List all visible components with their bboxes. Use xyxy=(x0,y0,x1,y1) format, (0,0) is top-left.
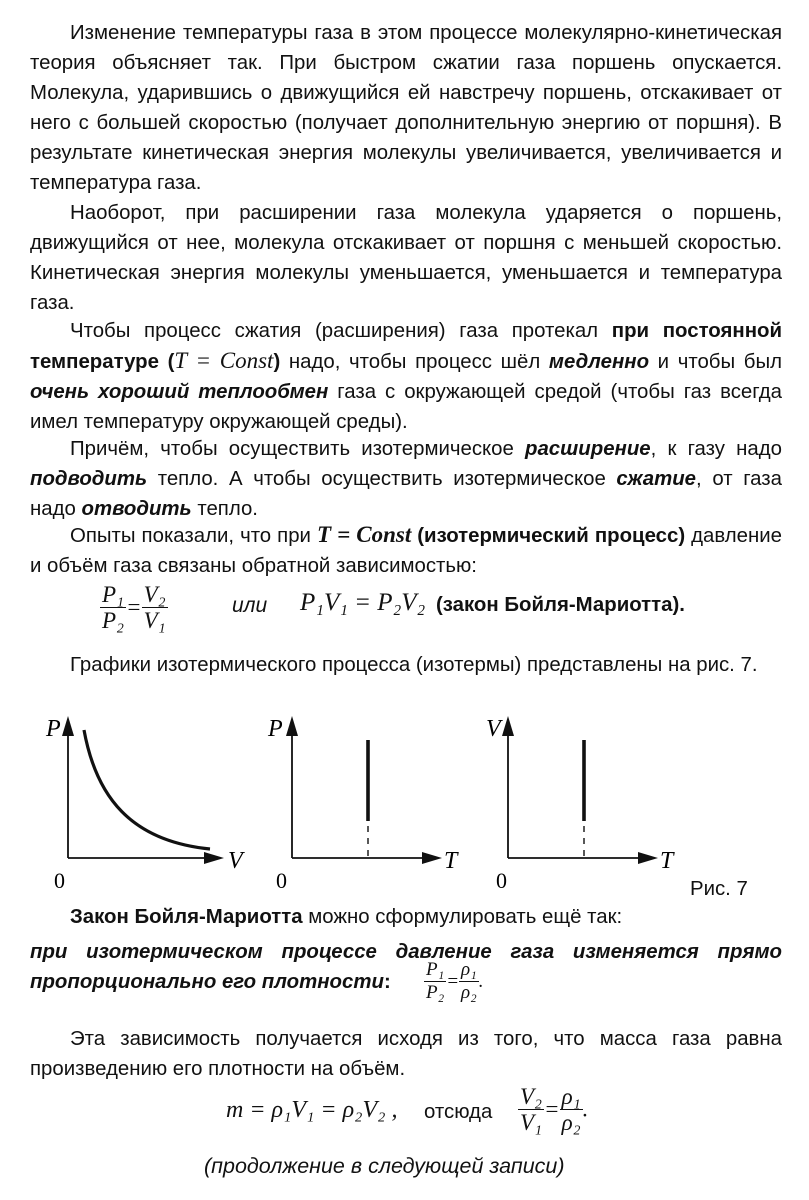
denominator: ρ₂ xyxy=(561,1110,581,1136)
numerator: ρ₁ xyxy=(461,959,477,980)
boyle-fraction-formula xyxy=(100,582,168,635)
x-axis-arrow xyxy=(638,852,658,864)
period: . xyxy=(478,970,484,992)
volume-density-fraction xyxy=(518,1084,588,1137)
text-run: тепло. А чтобы осуществить изотермическое xyxy=(147,468,617,490)
x-axis-arrow xyxy=(422,852,442,864)
boyle-product-formula: P₁V₁ = P₂V₂ xyxy=(300,589,426,616)
bold-italic-text: отводить xyxy=(81,498,192,520)
numerator: P₁ xyxy=(102,582,125,607)
bold-text: ) xyxy=(273,351,281,373)
mass-formula: m = ρ₁V₁ = ρ₂V₂ , xyxy=(226,1097,398,1123)
denominator: V₁ xyxy=(520,1110,543,1136)
graph-p-v xyxy=(40,706,260,896)
paragraph-isothermal-condition xyxy=(30,316,782,437)
equals-sign: = xyxy=(446,970,460,992)
fraction-rho xyxy=(560,1084,583,1137)
equals-sign: = xyxy=(544,1096,560,1122)
figure-caption: Рис. 7 xyxy=(690,878,748,900)
y-axis-arrow xyxy=(286,716,298,736)
paragraph-kinetic-explanation: Изменение температуры газа в этом процессе молекулярно-кинетическая теория объясняет так. При быстром сжатии газа поршень опускается. Молекула, ударившись о движущийся ей навстречу поршень, отскакивает от него с большей скоростью (получает дополнительную энергию от поршня). В результате кинетическая энергия молекулы увеличивается, увеличивается и температура газа. xyxy=(30,22,782,194)
bold-italic-text: расширение xyxy=(525,438,651,460)
bold-italic-text: сжатие xyxy=(616,468,697,490)
fraction-p xyxy=(100,582,126,635)
y-axis-arrow xyxy=(502,716,514,736)
text-run: и чтобы был xyxy=(649,351,783,373)
formula-t-const: T = Const xyxy=(316,522,412,547)
boyle-alt-intro xyxy=(70,906,622,929)
text-run: давление и объём газа связаны обратной зависимостью: xyxy=(30,525,782,577)
text-run: Причём, чтобы осуществить изотермическое xyxy=(70,438,526,460)
origin-label: 0 xyxy=(496,868,507,893)
graph-p-t xyxy=(264,706,484,896)
y-axis-label: V xyxy=(486,716,501,742)
hence-word: отсюда xyxy=(424,1101,493,1123)
text-run: надо, чтобы процесс шёл xyxy=(280,351,549,373)
denominator: P₂ xyxy=(426,981,445,1003)
bold-italic-text: очень хороший теплообмен xyxy=(30,381,329,403)
paragraph-experiments xyxy=(30,520,782,581)
isotherm-hyperbola xyxy=(84,730,210,849)
y-axis-arrow xyxy=(62,716,74,736)
bold-italic-text: медленно xyxy=(548,351,650,373)
bold-italic-text: подводить xyxy=(30,468,148,490)
text-run: Опыты показали, что при xyxy=(70,525,317,547)
text-run: тепло. xyxy=(191,498,258,520)
boyle-density-statement xyxy=(30,937,782,997)
origin-label: 0 xyxy=(276,868,287,893)
equals-sign: = xyxy=(126,594,142,620)
bold-text: Закон Бойля-Мариотта xyxy=(70,906,303,928)
x-axis-label: T xyxy=(444,848,458,874)
paragraph-mass-density: Эта зависимость получается исходя из того, что масса газа равна произведению его плотности на объём. xyxy=(30,1028,782,1080)
bold-italic-text: при изотермическом процессе давление газа изменяется прямо пропорционально его плотности xyxy=(30,941,782,993)
x-axis-label: V xyxy=(228,848,243,874)
bold-text: (изотермический процесс) xyxy=(411,525,686,547)
denominator: ρ₂ xyxy=(461,981,477,1003)
fraction-v xyxy=(518,1084,544,1137)
origin-label: 0 xyxy=(54,868,65,893)
numerator: V₂ xyxy=(143,582,166,607)
denominator: V₁ xyxy=(143,608,166,634)
text-run: можно сформулировать ещё так: xyxy=(302,906,623,928)
x-axis-arrow xyxy=(204,852,224,864)
y-axis-label: P xyxy=(46,716,61,742)
fraction-p xyxy=(424,960,446,1004)
bold-text: : xyxy=(383,971,391,993)
text-run: Чтобы процесс сжатия (расширения) газа протекал xyxy=(70,320,612,342)
y-axis-label: P xyxy=(268,716,283,742)
text-run: газа с окружающей средой (чтобы газ всегда имел температуру окружающей среды). xyxy=(30,381,783,433)
numerator: P₁ xyxy=(426,959,445,980)
numerator: V₂ xyxy=(520,1084,543,1109)
paragraph-graphs: Графики изотермического процесса (изотермы) представлены на рис. 7. xyxy=(70,654,758,676)
text-run: , от газа надо xyxy=(30,468,782,520)
denominator: P₂ xyxy=(102,608,125,634)
text-run: , к газу надо xyxy=(650,438,782,460)
numerator: ρ₁ xyxy=(561,1084,581,1109)
x-axis-label: T xyxy=(660,848,674,874)
fraction-v xyxy=(142,582,168,635)
period: . xyxy=(582,1096,589,1122)
fraction-rho xyxy=(459,960,479,1004)
continuation-note: (продолжение в следующей записи) xyxy=(204,1154,565,1178)
graph-v-t xyxy=(480,706,700,896)
paragraph-heat-exchange xyxy=(30,434,782,524)
or-word: или xyxy=(232,594,268,617)
boyle-law-name: (закон Бойля-Мариотта). xyxy=(436,594,685,616)
paragraph-expansion: Наоборот, при расширении газа молекула ударяется о поршень, движущийся от нее, молекула отскакивает от поршня с меньшей скоростью. Кинетическая энергия молекулы уменьшается, уменьшается и температура газа. xyxy=(30,202,782,314)
formula-t-const: T = Const xyxy=(174,348,274,373)
density-fraction-formula xyxy=(424,960,484,1004)
bold-text: при постоянной температуре ( xyxy=(30,320,782,373)
